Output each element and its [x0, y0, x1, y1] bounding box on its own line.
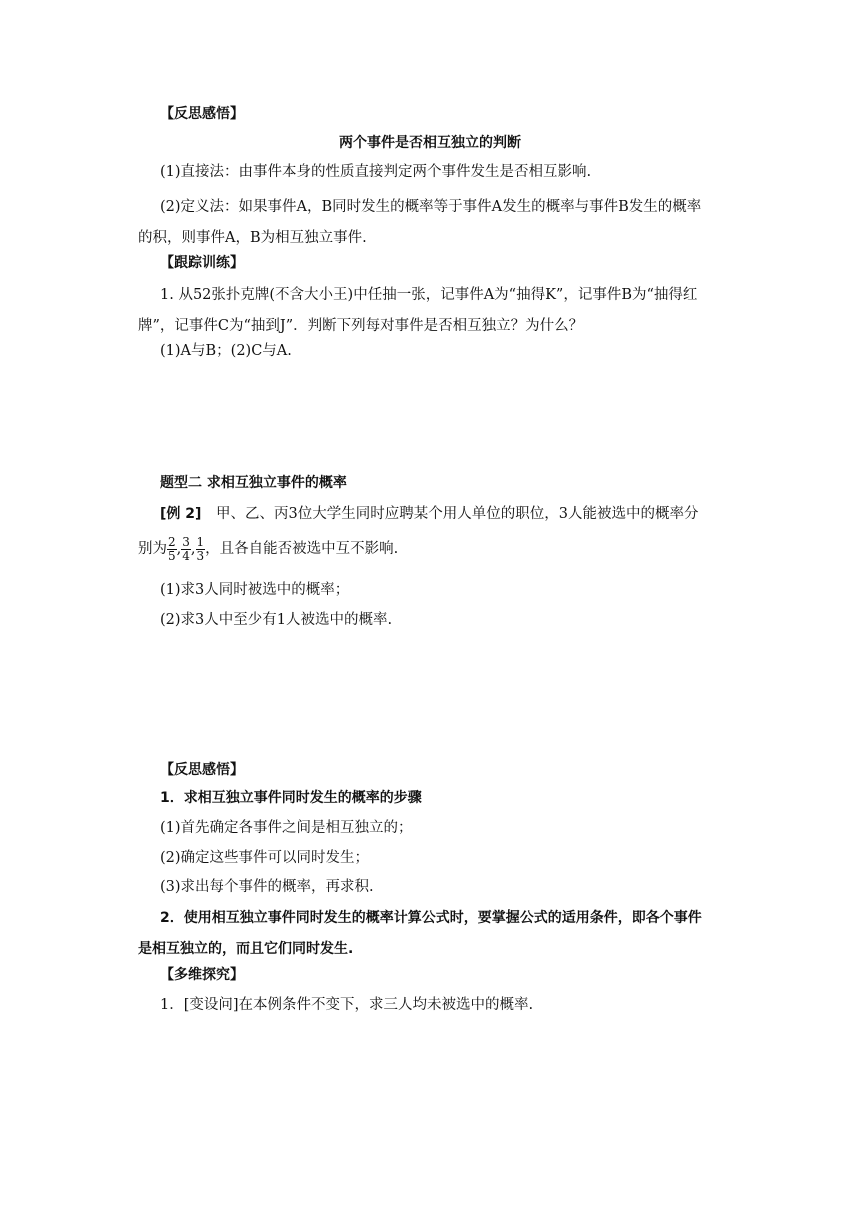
example2-line2: 别为 $\frac{2}{5}$ , $\frac{3}{4}$ , $\frac{1}{3}$ ，且各自能否被选中互不影响.: [138, 534, 399, 563]
fraction: $\frac{1}{3}$: [196, 534, 205, 563]
step-2: (2)确定这些事件可以同时发生；: [160, 850, 370, 866]
question-2: (2)求3人中至少有1人被选中的概率.: [160, 612, 393, 628]
example-label: [例 2]: [160, 506, 202, 522]
reflection-title: 两个事件是否相互独立的判断: [339, 135, 521, 151]
example-text-a: 甲、乙、丙3位大学生同时应聘某个用人单位的职位，3人能被选中的概率分: [216, 506, 699, 522]
training-parts: (1)A与B；(2)C与A.: [160, 343, 292, 359]
example-text-b-prefix: 别为: [138, 541, 167, 557]
reflection-heading-2: 【反思感悟】: [160, 762, 244, 778]
point1-title: 1．求相互独立事件同时发生的概率的步骤: [160, 790, 422, 806]
step-1: (1)首先确定各事件之间是相互独立的；: [160, 820, 413, 836]
example-text-b-suffix: ，且各自能否被选中互不影响.: [205, 541, 399, 557]
example2-line1: [160, 504, 698, 524]
type2-heading: 题型二 求相互独立事件的概率: [160, 475, 347, 491]
explore-heading: 【多维探究】: [160, 967, 244, 983]
reflection-heading-1: 【反思感悟】: [160, 106, 244, 122]
step-3: (3)求出每个事件的概率，再求积.: [160, 879, 374, 895]
fraction: $\frac{2}{5}$: [168, 534, 176, 563]
explore-question: 1．[变设问]在本例条件不变下，求三人均未被选中的概率.: [160, 997, 534, 1013]
question-1: (1)求3人同时被选中的概率；: [160, 582, 350, 598]
training-problem: 1. 从52张扑克牌(不含大小王)中任抽一张，记事件A为“抽得K”，记事件B为“抽得红牌”，记事件C为“抽到J”．判断下列每对事件是否相互独立？为什么？: [138, 287, 698, 334]
training-heading: 【跟踪训练】: [160, 255, 244, 271]
fraction: $\frac{3}{4}$: [182, 534, 190, 563]
direct-method: (1)直接法：由事件本身的性质直接判定两个事件发生是否相互影响.: [160, 164, 592, 180]
point-2: 2．使用相互独立事件同时发生的概率计算公式时，要掌握公式的适用条件，即各个事件是相互独立的，而且它们同时发生.: [138, 910, 702, 957]
definition-method: (2)定义法：如果事件A，B同时发生的概率等于事件A发生的概率与事件B发生的概率的积，则事件A，B为相互独立事件.: [138, 199, 702, 246]
